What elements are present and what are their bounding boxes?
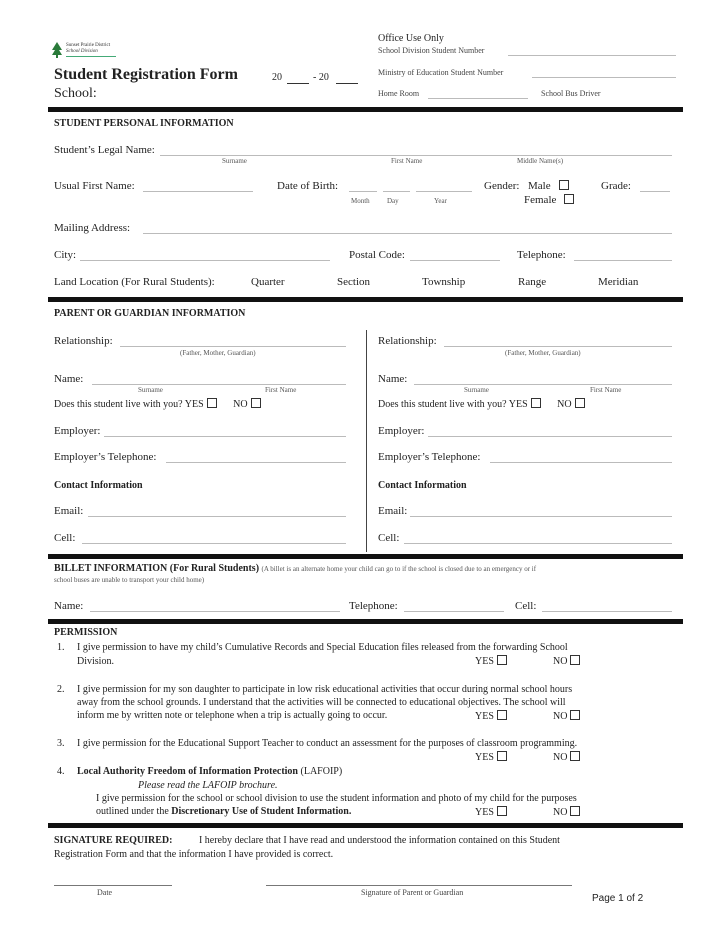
item2-line1: I give permission for my son daughter to participate in low risk educational activities that occur during normal school hours (77, 684, 573, 695)
city-label: City: (54, 249, 77, 261)
billet-note-line2: school buses are unable to transport your child home) (54, 576, 205, 584)
item2-number: 2. (57, 684, 65, 695)
item4-abbr: (LAFOIP) (300, 766, 343, 777)
guardian2-lives-with-label: Does this student live with you? (378, 399, 507, 410)
guardian1-relationship-label: Relationship: (54, 335, 113, 347)
logo-underline (66, 56, 116, 57)
billet-telephone-field[interactable] (404, 611, 504, 612)
item1-line2: Division. (77, 656, 114, 667)
telephone-label: Telephone: (517, 249, 566, 261)
item1-yes-option[interactable] (475, 655, 507, 667)
year-to-field[interactable] (336, 83, 358, 84)
tree-logo-icon (52, 42, 62, 58)
year-sep-label: - 20 (313, 72, 329, 83)
ministry-number-field[interactable] (532, 77, 676, 78)
guardian2-no-checkbox[interactable] (575, 398, 585, 408)
guardian2-first-name-caption: First Name (590, 386, 622, 394)
item2-line3: inform me by written note or telephone when a trip is actually going to occur. (77, 710, 388, 721)
dob-label: Date of Birth: (277, 180, 339, 192)
signature-text-line2: Registration Form and that the information I have provided is correct. (54, 849, 334, 860)
guardian2-employer-field[interactable] (428, 436, 672, 437)
guardian2-relationship-label: Relationship: (378, 335, 437, 347)
mailing-address-field[interactable] (143, 233, 672, 234)
item2-yes-label: YES (475, 711, 494, 722)
female-label: Female (524, 194, 557, 206)
item2-no-label: NO (553, 711, 568, 722)
guardian2-name-field[interactable] (414, 384, 672, 385)
guardian1-contact-heading: Contact Information (54, 480, 143, 491)
section-label: Section (337, 276, 370, 288)
male-label: Male (528, 180, 551, 192)
guardian1-lives-with-label: Does this student live with you? (54, 399, 183, 410)
female-checkbox[interactable] (564, 194, 574, 204)
item4-number: 4. (57, 766, 65, 777)
item4-brochure-note: Please read the LAFOIP brochure. (138, 780, 278, 791)
item4-no-label: NO (553, 807, 568, 818)
guardian1-lives-with (54, 398, 261, 410)
item4-yes-option[interactable] (475, 806, 507, 818)
guardian1-yes-checkbox[interactable] (207, 398, 217, 408)
postal-code-field[interactable] (410, 260, 500, 261)
range-label: Range (518, 276, 547, 288)
guardian2-yes-checkbox[interactable] (531, 398, 541, 408)
item2-line2: away from the school grounds. I understand that the activities will be connected to educational objectives. The school will (77, 697, 566, 708)
item1-number: 1. (57, 642, 65, 653)
city-field[interactable] (80, 260, 330, 261)
item2-no-checkbox[interactable] (570, 710, 580, 720)
item3-line1: I give permission for the Educational Support Teacher to conduct an assessment for the purposes of classroom programming. (77, 738, 578, 749)
permission-title: PERMISSION (54, 627, 118, 638)
quarter-label: Quarter (251, 276, 285, 288)
day-caption: Day (387, 197, 399, 205)
guardian2-surname-caption: Surname (464, 386, 489, 394)
mailing-address-label: Mailing Address: (54, 222, 131, 234)
signature-field[interactable] (266, 885, 572, 886)
guardian2-relationship-field[interactable] (444, 346, 672, 347)
dob-day-field[interactable] (383, 191, 410, 192)
guardian1-email-label: Email: (54, 505, 84, 517)
division-number-label: School Division Student Number (378, 46, 485, 55)
item4-heading (77, 766, 342, 777)
date-caption: Date (97, 888, 113, 897)
guardian1-no-checkbox[interactable] (251, 398, 261, 408)
male-checkbox[interactable] (559, 180, 569, 190)
item3-yes-option[interactable] (475, 751, 507, 763)
item2-no-option[interactable] (553, 710, 580, 722)
surname-caption: Surname (222, 157, 247, 165)
section-divider (48, 823, 683, 828)
office-use-title: Office Use Only (378, 33, 444, 44)
item4-no-checkbox[interactable] (570, 806, 580, 816)
item4-line2-bold: Discretionary Use of Student Information. (171, 806, 352, 817)
guardian1-name-field[interactable] (92, 384, 346, 385)
telephone-field[interactable] (574, 260, 672, 261)
guardian1-cell-field[interactable] (82, 543, 346, 544)
bus-driver-label: School Bus Driver (541, 89, 601, 98)
item1-no-option[interactable] (553, 655, 580, 667)
month-caption: Month (351, 197, 370, 205)
item3-no-option[interactable] (553, 751, 580, 763)
item3-yes-checkbox[interactable] (497, 751, 507, 761)
guardian2-employer-label: Employer: (378, 425, 425, 437)
guardian2-no-label: NO (557, 399, 572, 410)
item1-yes-checkbox[interactable] (497, 655, 507, 665)
signature-title: SIGNATURE REQUIRED: (54, 835, 173, 846)
guardian-section-title: PARENT OR GUARDIAN INFORMATION (54, 308, 246, 319)
billet-name-field[interactable] (90, 611, 340, 612)
billet-title: BILLET INFORMATION (For Rural Students) (54, 563, 260, 574)
postal-code-label: Postal Code: (349, 249, 405, 261)
form-title: Student Registration Form (54, 66, 238, 83)
guardian1-email-field[interactable] (88, 516, 346, 517)
billet-telephone-label: Telephone: (349, 600, 398, 612)
section-divider (48, 619, 683, 624)
legal-name-field[interactable] (160, 155, 672, 156)
guardian2-cell-label: Cell: (378, 532, 400, 544)
personal-section-title: STUDENT PERSONAL INFORMATION (54, 118, 234, 129)
item4-yes-label: YES (475, 807, 494, 818)
dob-month-field[interactable] (349, 191, 377, 192)
land-location-label: Land Location (For Rural Students): (54, 276, 215, 288)
guardian1-relationship-hint: (Father, Mother, Guardian) (180, 349, 256, 357)
guardian1-employer-phone-field[interactable] (166, 462, 346, 463)
item1-no-label: NO (553, 656, 568, 667)
guardian2-yes-label: YES (508, 399, 528, 410)
guardian1-employer-phone-label: Employer’s Telephone: (54, 451, 157, 463)
township-label: Township (422, 276, 466, 288)
first-name-caption: First Name (391, 157, 423, 165)
guardian1-yes-label: YES (184, 399, 204, 410)
section-divider (48, 297, 683, 302)
usual-first-name-field[interactable] (143, 191, 253, 192)
year-from-label: 20 (272, 72, 282, 83)
guardian2-email-label: Email: (378, 505, 408, 517)
guardian2-employer-phone-label: Employer’s Telephone: (378, 451, 481, 463)
signature-text-line1: I hereby declare that I have read and understood the information contained on this Student (198, 835, 560, 846)
grade-label: Grade: (601, 180, 631, 192)
guardian1-relationship-field[interactable] (120, 346, 346, 347)
home-room-field[interactable] (428, 98, 528, 99)
usual-first-name-label: Usual First Name: (54, 180, 135, 192)
page-number: Page 1 of 2 (592, 893, 644, 904)
male-option[interactable] (528, 180, 569, 192)
item3-no-label: NO (553, 752, 568, 763)
billet-heading (54, 563, 536, 574)
dob-year-field[interactable] (416, 191, 472, 192)
item3-number: 3. (57, 738, 65, 749)
guardian2-employer-phone-field[interactable] (490, 462, 672, 463)
item1-line1: I give permission to have my child’s Cumulative Records and Special Education files released from the forwarding School (77, 642, 568, 653)
ministry-number-label: Ministry of Education Student Number (378, 68, 504, 77)
item4-line2 (96, 806, 351, 817)
section-divider (48, 107, 683, 112)
logo-line-2: School Division (66, 49, 98, 54)
guardian1-cell-label: Cell: (54, 532, 76, 544)
guardian1-name-label: Name: (54, 373, 84, 385)
middle-name-caption: Middle Name(s) (517, 157, 564, 165)
female-option[interactable] (524, 194, 574, 206)
guardian2-email-field[interactable] (410, 516, 672, 517)
item2-yes-option[interactable] (475, 710, 507, 722)
year-from-field[interactable] (287, 83, 309, 84)
billet-note-line1: (A billet is an alternate home your child can go to if the school is closed due to an emergency or if (261, 565, 537, 573)
guardian1-employer-label: Employer: (54, 425, 101, 437)
guardian1-no-label: NO (233, 399, 248, 410)
home-room-label: Home Room (378, 89, 420, 98)
guardian2-name-label: Name: (378, 373, 408, 385)
date-field[interactable] (54, 885, 172, 886)
guardian1-employer-field[interactable] (104, 436, 346, 437)
guardian1-first-name-caption: First Name (265, 386, 297, 394)
logo-line-1: Sunset Prairie District (66, 43, 111, 48)
guardian1-surname-caption: Surname (138, 386, 163, 394)
item4-line1: I give permission for the school or school division to use the student information and photo of my child for the purposes (96, 793, 577, 804)
item3-yes-label: YES (475, 752, 494, 763)
item3-no-checkbox[interactable] (570, 751, 580, 761)
item2-yes-checkbox[interactable] (497, 710, 507, 720)
guardian2-cell-field[interactable] (404, 543, 672, 544)
division-number-field[interactable] (508, 55, 676, 56)
item4-yes-checkbox[interactable] (497, 806, 507, 816)
grade-field[interactable] (640, 191, 670, 192)
section-divider (48, 554, 683, 559)
item4-no-option[interactable] (553, 806, 580, 818)
year-caption: Year (434, 197, 447, 205)
billet-cell-field[interactable] (542, 611, 672, 612)
item4-line2-pre: outlined under the (96, 806, 169, 817)
billet-cell-label: Cell: (515, 600, 537, 612)
legal-name-label: Student’s Legal Name: (54, 144, 155, 156)
guardian2-contact-heading: Contact Information (378, 480, 467, 491)
meridian-label: Meridian (598, 276, 639, 288)
signature-caption: Signature of Parent or Guardian (361, 888, 464, 897)
school-label: School: (54, 86, 97, 101)
billet-name-label: Name: (54, 600, 84, 612)
item1-no-checkbox[interactable] (570, 655, 580, 665)
column-divider (366, 330, 367, 552)
guardian2-lives-with (378, 398, 585, 410)
item4-title: Local Authority Freedom of Information Protection (77, 766, 298, 777)
item1-yes-label: YES (475, 656, 494, 667)
gender-label: Gender: (484, 180, 520, 192)
guardian2-relationship-hint: (Father, Mother, Guardian) (505, 349, 581, 357)
signature-declaration-line1 (54, 835, 560, 846)
